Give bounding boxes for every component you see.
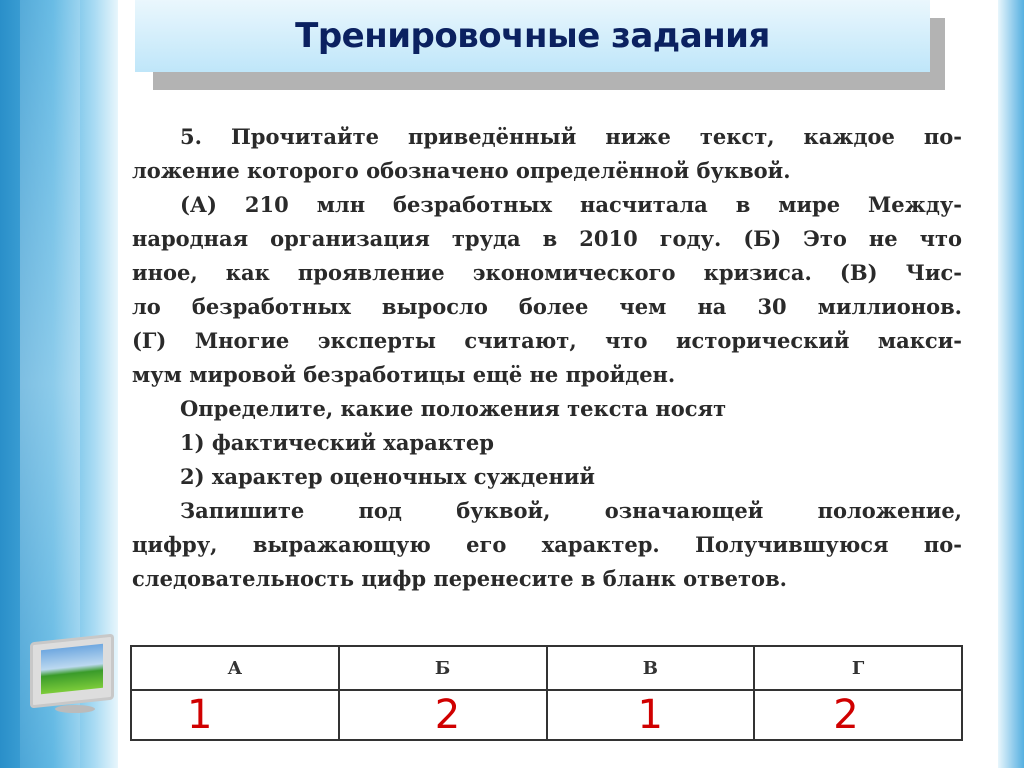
task-line: ло безработных выросло более чем на 30 миллионов. bbox=[132, 294, 962, 319]
task-line: (Г) Многие эксперты считают, что исторический макси- bbox=[132, 328, 962, 353]
task-line: ложение которого обозначено определённой буквой. bbox=[132, 158, 791, 183]
task-text bbox=[132, 120, 962, 596]
task-line: Запишите под буквой, означающей положение, bbox=[180, 498, 962, 523]
task-line: 5. Прочитайте приведённый ниже текст, каждое по- bbox=[180, 124, 962, 149]
title-banner bbox=[135, 0, 930, 72]
answer-cell: 1 bbox=[547, 690, 755, 740]
header-cell: Г bbox=[754, 646, 962, 690]
task-line: 2) характер оценочных суждений bbox=[180, 464, 596, 489]
task-line: следовательность цифр перенесите в бланк ответов. bbox=[132, 566, 787, 591]
header-cell: А bbox=[131, 646, 339, 690]
task-line: 1) фактический характер bbox=[180, 430, 494, 455]
header-cell: В bbox=[547, 646, 755, 690]
task-line: цифру, выражающую его характер. Получившуюся по- bbox=[132, 532, 962, 557]
answer-row bbox=[131, 690, 962, 740]
monitor-icon bbox=[30, 634, 114, 709]
answer-cell: 2 bbox=[339, 690, 547, 740]
answer-cell: 2 bbox=[754, 690, 962, 740]
task-line: Определите, какие положения текста носят bbox=[180, 396, 727, 421]
answer-table-header bbox=[131, 646, 962, 690]
task-line: мум мировой безработицы ещё не пройден. bbox=[132, 362, 676, 387]
task-line: (А) 210 млн безработных насчитала в мире Между- bbox=[180, 192, 962, 217]
answer-table bbox=[130, 645, 963, 741]
task-line: народная организация труда в 2010 году. (Б) Это не что bbox=[132, 226, 962, 251]
slide-title: Тренировочные задания bbox=[295, 16, 770, 56]
monitor-stand bbox=[55, 705, 95, 713]
right-decor-bar bbox=[998, 0, 1024, 768]
answer-cell: 1 bbox=[131, 690, 339, 740]
header-cell: Б bbox=[339, 646, 547, 690]
task-line: иное, как проявление экономического кризиса. (В) Чис- bbox=[132, 260, 962, 285]
